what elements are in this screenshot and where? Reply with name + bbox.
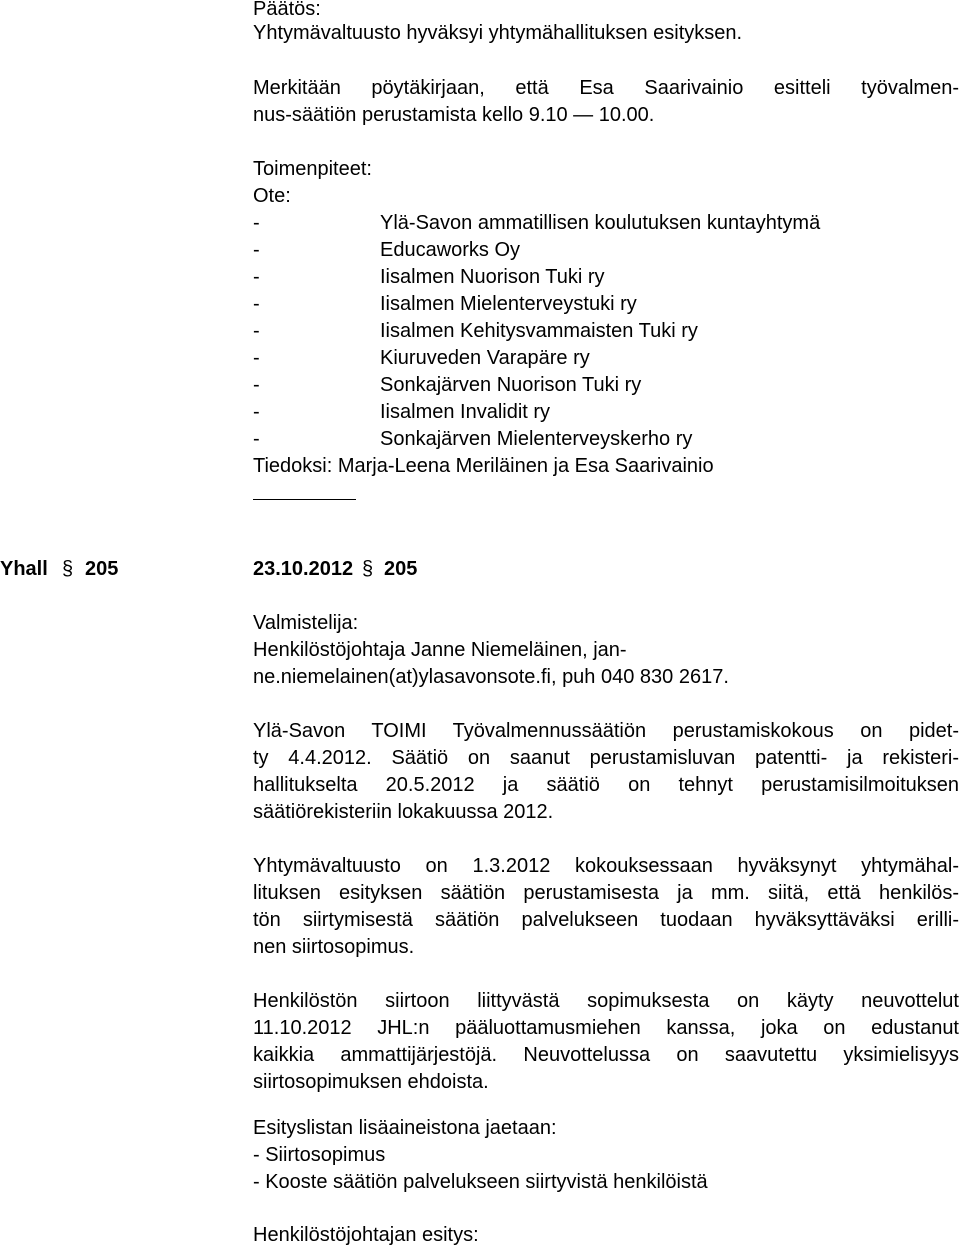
list-dash: - bbox=[253, 401, 260, 423]
recipient-name: Iisalmen Kehitysvammaisten Tuki ry bbox=[380, 320, 698, 342]
paragraph-line: siirtosopimuksen ehdoista. bbox=[253, 1071, 489, 1093]
paragraph-line: lituksen esityksen säätiön perustamisesta ja mm. siitä, että henkilös- bbox=[253, 882, 959, 904]
info-recipients: Tiedoksi: Marja-Leena Meriläinen ja Esa Saarivainio bbox=[253, 455, 714, 477]
decision-heading: Päätös: bbox=[253, 0, 321, 20]
section-sign-icon: § bbox=[362, 558, 374, 580]
section-body: Yhall bbox=[0, 558, 48, 580]
paragraph-line: Henkilöstön siirtoon liittyvästä sopimuksesta on käyty neuvottelut bbox=[253, 990, 959, 1012]
list-dash: - bbox=[253, 320, 260, 342]
attachment-item: - Siirtosopimus bbox=[253, 1144, 386, 1166]
decision-text: Yhtymävaltuusto hyväksyi yhtymähallituksen esityksen. bbox=[253, 22, 743, 44]
list-dash: - bbox=[253, 293, 260, 315]
paragraph-line: ty 4.4.2012. Säätiö on saanut perustamisluvan patentti- ja rekisteri- bbox=[253, 747, 959, 769]
paragraph-line: 11.10.2012 JHL:n pääluottamusmiehen kanssa, joka on edustanut bbox=[253, 1017, 959, 1039]
section-date: 23.10.2012 bbox=[253, 558, 354, 580]
section-sign-icon: § bbox=[62, 558, 74, 580]
recipient-name: Kiuruveden Varapäre ry bbox=[380, 347, 590, 369]
recipient-name: Ylä-Savon ammatillisen koulutuksen kuntayhtymä bbox=[380, 212, 821, 234]
recipient-name: Educaworks Oy bbox=[380, 239, 521, 261]
section-number: 205 bbox=[85, 558, 119, 580]
recipient-name: Sonkajärven Nuorison Tuki ry bbox=[380, 374, 642, 396]
paragraph-line: tön siirtymisestä säätiön palvelukseen tuodaan hyväksyttäväksi erilli- bbox=[253, 909, 959, 931]
list-dash: - bbox=[253, 239, 260, 261]
paragraph-line: hallitukselta 20.5.2012 ja säätiö on tehnyt perustamisilmoituksen bbox=[253, 774, 959, 796]
preparer-line-1: Henkilöstöjohtaja Janne Niemeläinen, jan- bbox=[253, 639, 627, 661]
recipient-name: Iisalmen Mielenterveystuki ry bbox=[380, 293, 637, 315]
actions-heading: Toimenpiteet: bbox=[253, 158, 372, 180]
list-dash: - bbox=[253, 347, 260, 369]
recipient-name: Iisalmen Invalidit ry bbox=[380, 401, 551, 423]
paragraph-line: kaikkia ammattijärjestöjä. Neuvottelussa on saavutettu yksimielisyys bbox=[253, 1044, 959, 1066]
attachments-heading: Esityslistan lisäaineistona jaetaan: bbox=[253, 1117, 557, 1139]
list-dash: - bbox=[253, 428, 260, 450]
section-divider bbox=[253, 499, 356, 500]
preparer-line-2: ne.niemelainen(at)ylasavonsote.fi, puh 040 830 2617. bbox=[253, 666, 729, 688]
note-line-2: nus-säätiön perustamista kello 9.10 — 10.00. bbox=[253, 104, 655, 126]
recipient-name: Iisalmen Nuorison Tuki ry bbox=[380, 266, 605, 288]
list-dash: - bbox=[253, 374, 260, 396]
paragraph-line: nen siirtosopimus. bbox=[253, 936, 415, 958]
note-line-1: Merkitään pöytäkirjaan, että Esa Saarivainio esitteli työvalmen- bbox=[253, 77, 959, 99]
preparer-heading: Valmistelija: bbox=[253, 612, 359, 634]
paragraph-line: Ylä-Savon TOIMI Työvalmennussäätiön perustamiskokous on pidet- bbox=[253, 720, 959, 742]
list-dash: - bbox=[253, 212, 260, 234]
section-number-2: 205 bbox=[384, 558, 418, 580]
paragraph-line: säätiörekisteriin lokakuussa 2012. bbox=[253, 801, 554, 823]
proposal-heading: Henkilöstöjohtajan esitys: bbox=[253, 1224, 479, 1246]
paragraph-line: Yhtymävaltuusto on 1.3.2012 kokouksessaan hyväksynyt yhtymähal- bbox=[253, 855, 959, 877]
extract-label: Ote: bbox=[253, 185, 291, 207]
list-dash: - bbox=[253, 266, 260, 288]
recipient-name: Sonkajärven Mielenterveyskerho ry bbox=[380, 428, 693, 450]
attachment-item: - Kooste säätiön palvelukseen siirtyvistä henkilöistä bbox=[253, 1171, 708, 1193]
